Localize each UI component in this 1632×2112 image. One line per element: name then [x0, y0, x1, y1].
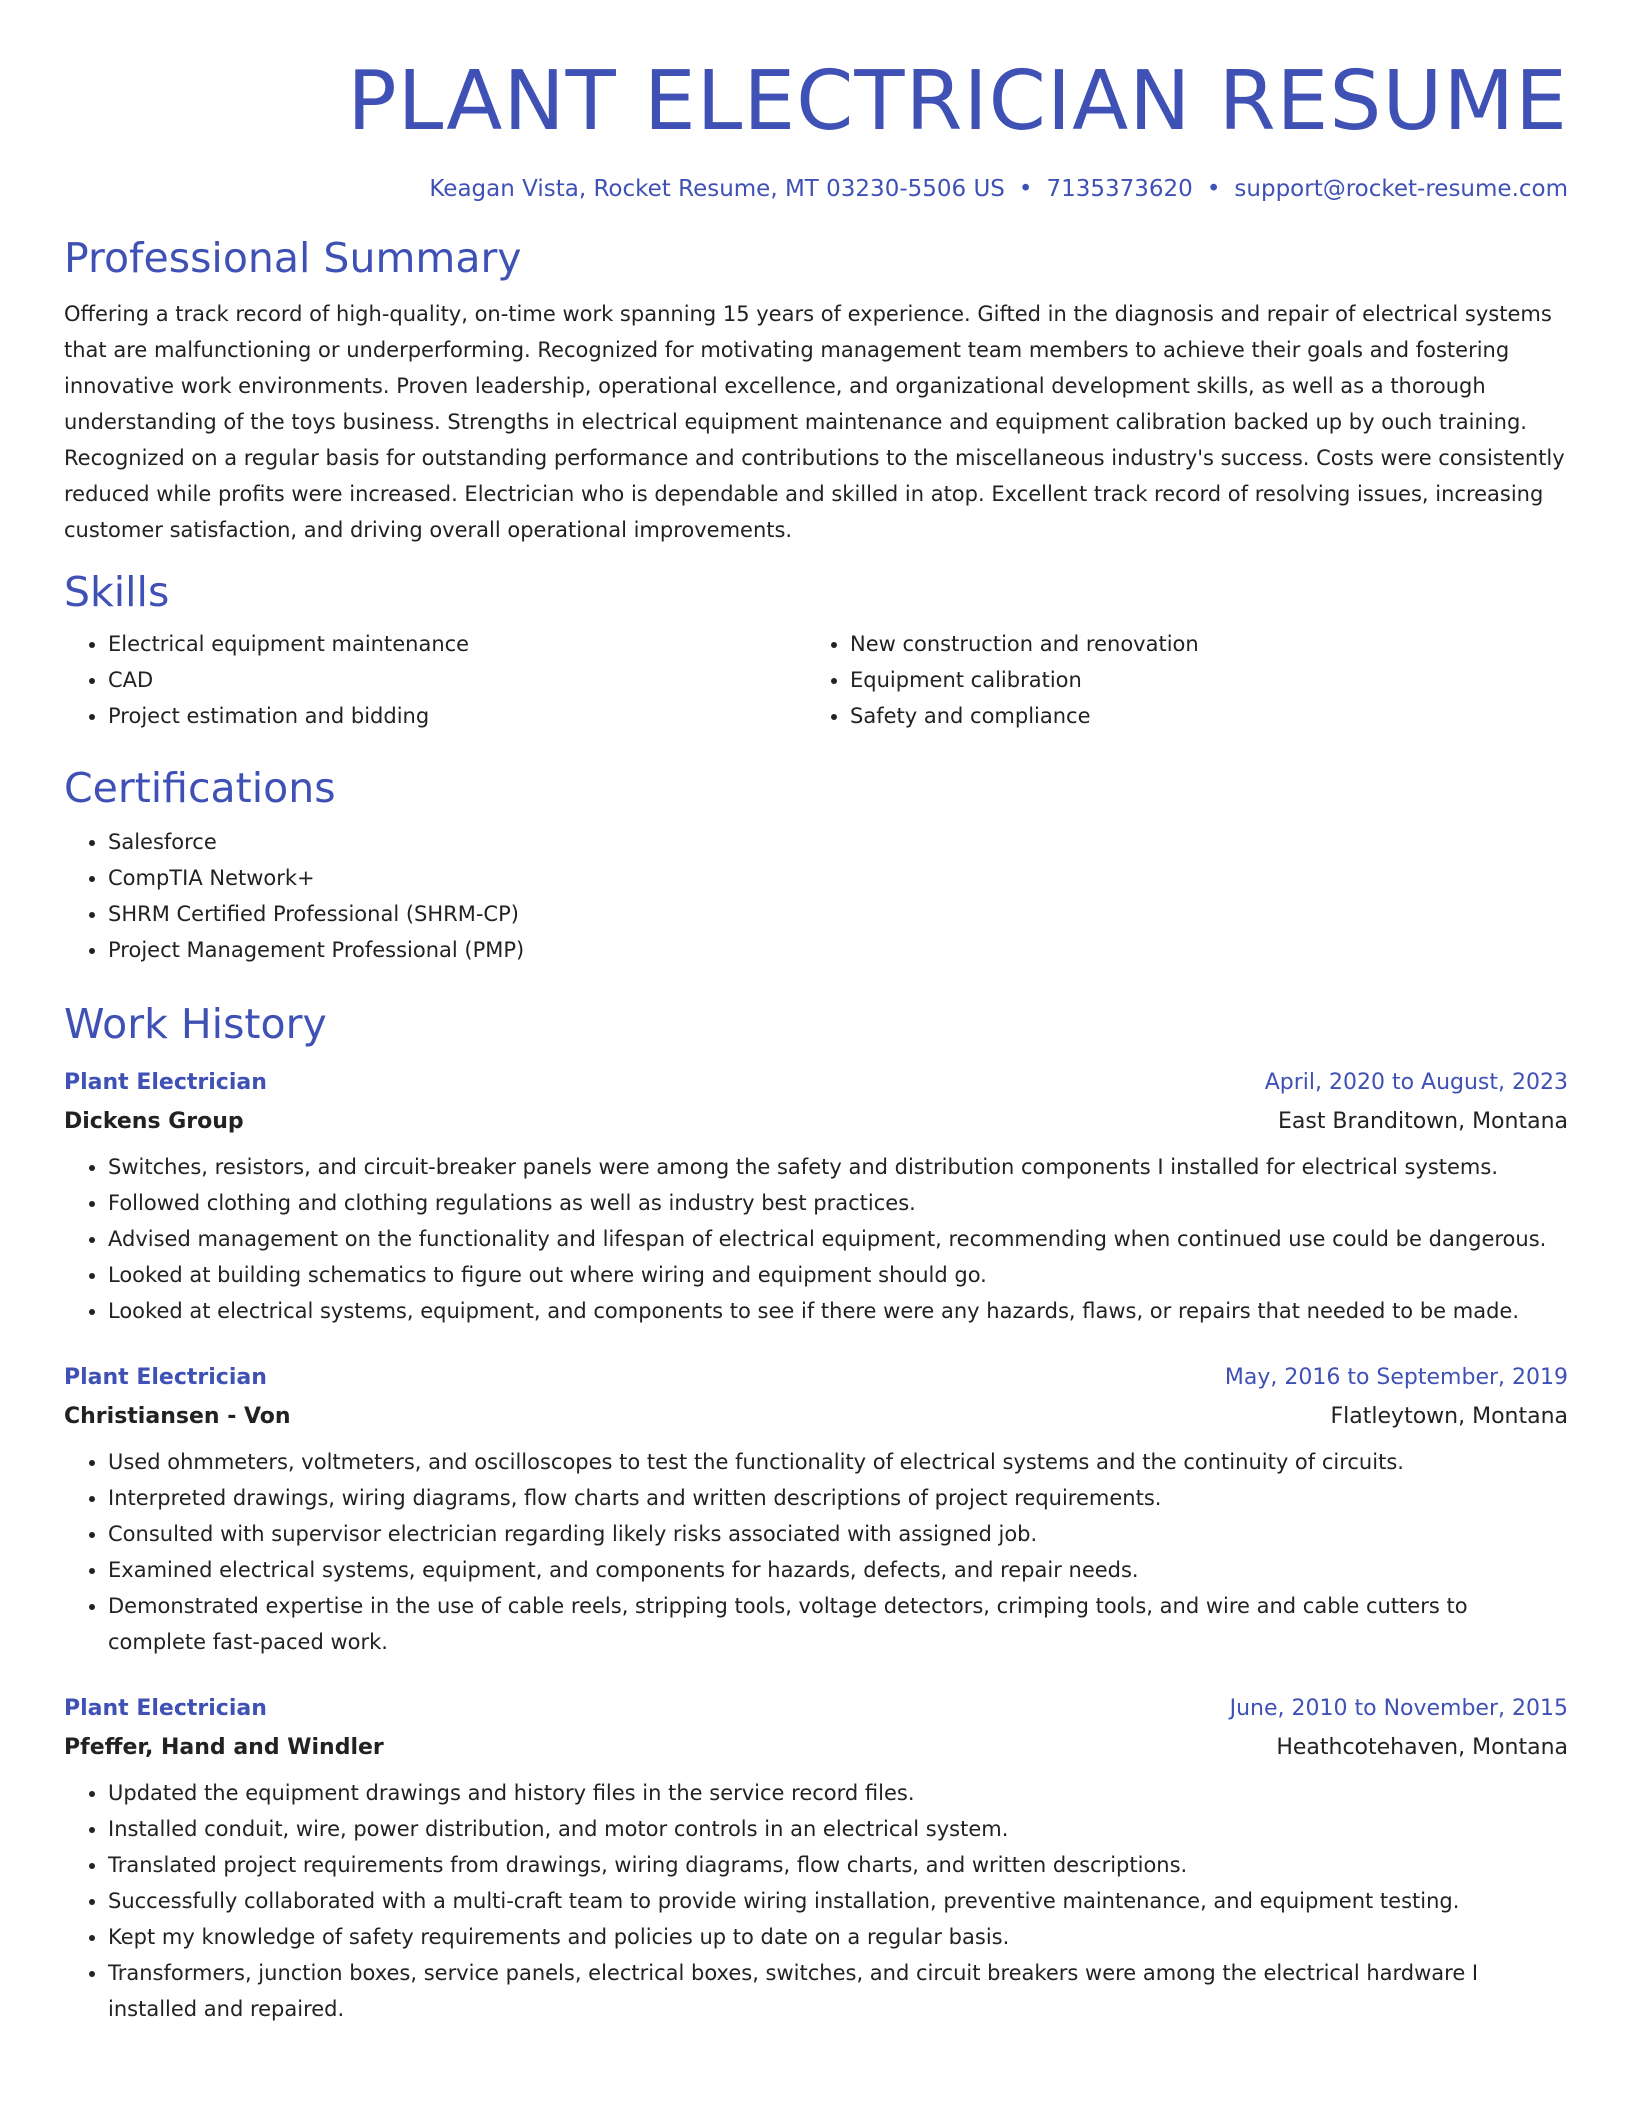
job-bullet: • Translated project requirements from drawings, wiring diagrams, flow charts, and written descriptions. [108, 1847, 1568, 1883]
job-bullet: • Looked at electrical systems, equipment, and components to see if there were any hazards, flaws, or repairs that needed to be made. [108, 1293, 1568, 1329]
job-bullet: • Kept my knowledge of safety requirements and policies up to date on a regular basis. [108, 1919, 1568, 1955]
job-location: East Branditown, Montana [1277, 1109, 1568, 1134]
job-bullets [64, 1775, 1568, 2027]
skill-item: • New construction and renovation [850, 626, 1566, 662]
job-entry [64, 1694, 1568, 2027]
job-bullet: • Transformers, junction boxes, service panels, electrical boxes, switches, and circuit breakers were among the electrical hardware I installed and repaired. [108, 1955, 1568, 2027]
skills-list-left [64, 626, 806, 734]
job-subheader [64, 1098, 1568, 1137]
job-bullet: • Successfully collaborated with a multi-craft team to provide wiring installation, preventive maintenance, and equipment testing. [108, 1883, 1568, 1919]
skills-list-right [806, 626, 1566, 734]
job-bullet: • Switches, resistors, and circuit-breaker panels were among the safety and distribution components I installed for electrical systems. [108, 1149, 1568, 1185]
summary-heading: Professional Summary [64, 234, 522, 282]
skill-item: • Electrical equipment maintenance [108, 626, 806, 662]
job-header [64, 1068, 1568, 1098]
resume-title: PLANT ELECTRICIAN RESUME [347, 54, 1568, 149]
job-bullet: • Advised management on the functionality and lifespan of electrical equipment, recommending when continued use could be dangerous. [108, 1221, 1568, 1257]
certification-item: • SHRM Certified Professional (SHRM-CP) [108, 896, 1568, 932]
job-title: Plant Electrician [64, 1070, 267, 1095]
job-company: Pfeffer, Hand and Windler [64, 1735, 384, 1760]
job-header [64, 1363, 1568, 1393]
certifications-heading: Certifications [64, 764, 336, 812]
job-bullet: • Looked at building schematics to figure out where wiring and equipment should go. [108, 1257, 1568, 1293]
job-bullet: • Demonstrated expertise in the use of cable reels, stripping tools, voltage detectors, crimping tools, and wire and cable cutters to complete fast-paced work. [108, 1588, 1568, 1660]
job-bullet: • Interpreted drawings, wiring diagrams, flow charts and written descriptions of project requirements. [108, 1480, 1568, 1516]
certification-item: • Project Management Professional (PMP) [108, 932, 1568, 968]
skill-item: • Equipment calibration [850, 662, 1566, 698]
contact-line [64, 174, 1568, 204]
job-dates: May, 2016 to September, 2019 [1224, 1365, 1568, 1390]
skills-heading: Skills [64, 568, 170, 616]
skill-item: • Safety and compliance [850, 698, 1566, 734]
skill-item: • CAD [108, 662, 806, 698]
job-bullet: • Updated the equipment drawings and history files in the service record files. [108, 1775, 1568, 1811]
job-company: Dickens Group [64, 1109, 244, 1134]
separator: • [1206, 176, 1221, 202]
job-title: Plant Electrician [64, 1696, 267, 1721]
job-bullet: • Consulted with supervisor electrician regarding likely risks associated with assigned job. [108, 1516, 1568, 1552]
certifications-list [64, 824, 1568, 968]
address: Keagan Vista, Rocket Resume, MT 03230-5506 US [429, 176, 1005, 202]
certification-item: • CompTIA Network+ [108, 860, 1568, 896]
phone: 7135373620 [1046, 176, 1193, 202]
job-bullet: • Examined electrical systems, equipment, and components for hazards, defects, and repair needs. [108, 1552, 1568, 1588]
job-location: Heathcotehaven, Montana [1276, 1735, 1568, 1760]
job-bullet: • Followed clothing and clothing regulations as well as industry best practices. [108, 1185, 1568, 1221]
job-subheader [64, 1393, 1568, 1432]
job-company: Christiansen - Von [64, 1404, 291, 1429]
job-entry [64, 1363, 1568, 1660]
certification-item: • Salesforce [108, 824, 1568, 860]
job-dates: April, 2020 to August, 2023 [1264, 1070, 1568, 1095]
separator: • [1018, 176, 1033, 202]
skill-item: • Project estimation and bidding [108, 698, 806, 734]
job-bullet: • Installed conduit, wire, power distribution, and motor controls in an electrical system. [108, 1811, 1568, 1847]
job-bullets [64, 1444, 1568, 1660]
job-bullets [64, 1149, 1568, 1329]
job-bullet: • Used ohmmeters, voltmeters, and oscilloscopes to test the functionality of electrical systems and the continuity of circuits. [108, 1444, 1568, 1480]
email-link[interactable]: support@rocket-resume.com [1234, 176, 1568, 202]
job-title: Plant Electrician [64, 1365, 267, 1390]
job-entry [64, 1068, 1568, 1329]
job-subheader [64, 1724, 1568, 1763]
job-dates: June, 2010 to November, 2015 [1229, 1696, 1568, 1721]
job-location: Flatleytown, Montana [1330, 1404, 1568, 1429]
summary-text: Offering a track record of high-quality, on-time work spanning 15 years of experience. Gifted in the diagnosis and repair of electrical systems that are malfunctioning or underperforming. Recognized for motivating management team members to achieve their goals and fostering innovative work environments. Proven leadership, operational excellence, and organizational development skills, as well as a thorough understanding of the toys business. Strengths in electrical equipment maintenance and equipment calibration backed up by ouch training. Recognized on a regular basis for outstanding performance and contributions to the miscellaneous industry's success. Costs were consistently reduced while profits were increased. Electrician who is dependable and skilled in atop. Excellent track record of resolving issues, increasing customer satisfaction, and driving overall operational improvements. [64, 302, 1565, 542]
job-header [64, 1694, 1568, 1724]
work-history-heading: Work History [64, 1000, 327, 1048]
skills-grid [64, 626, 1568, 734]
